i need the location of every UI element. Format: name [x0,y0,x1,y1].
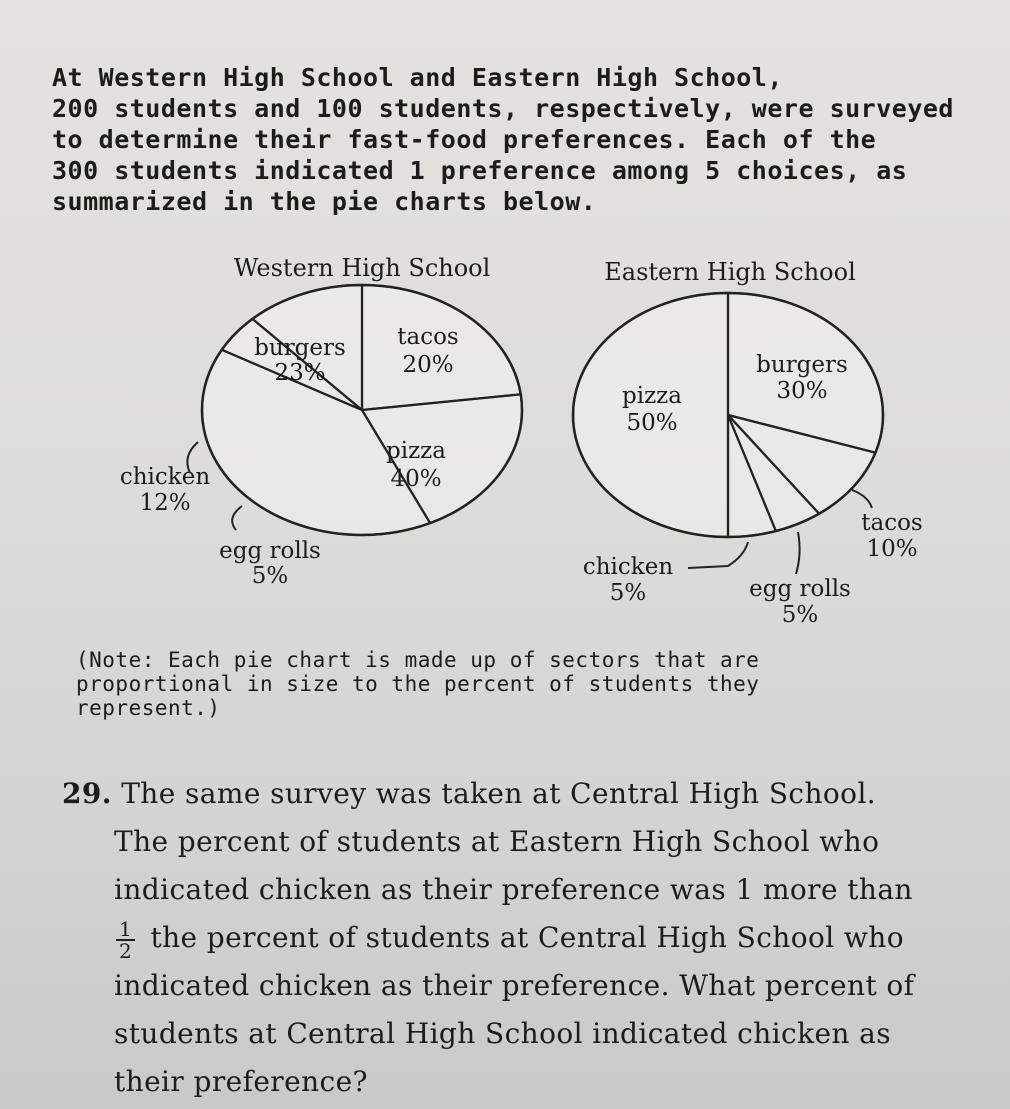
question-29 [62,770,962,1106]
intro-line: summarized in the pie charts below. [52,187,597,216]
intro-line: 200 students and 100 students, respectively, were surveyed [52,94,954,123]
note-paragraph [76,648,956,720]
eastern-egg-rolls-pointer [796,532,800,574]
western-pizza-label: pizza [385,438,447,464]
question-line: indicated chicken as their preference was 1 more than [114,873,913,906]
question-line: the percent of students at Central High School who [150,921,904,954]
western-chicken-value: 12% [139,490,191,516]
intro-line: to determine their fast-food preferences. Each of the [52,125,877,154]
fraction-numerator: 1 [116,919,135,941]
eastern-tacos-label: tacos [861,510,923,536]
western-chart-title: Western High School [233,254,491,282]
eastern-chicken-pointer [688,542,748,568]
western-tacos-label: tacos [397,324,459,350]
question-line: The same survey was taken at Central High School. [121,777,877,810]
question-line: students at Central High School indicated chicken as [114,1017,892,1050]
eastern-tacos-pointer [852,490,872,508]
question-line: indicated chicken as their preference. What percent of [114,969,915,1002]
eastern-egg-rolls-value: 5% [781,602,819,628]
question-line: their preference? [114,1065,368,1098]
eastern-chicken-label: chicken [582,554,674,580]
western-burgers-label: burgers [254,335,346,361]
eastern-burgers-label: burgers [756,352,848,378]
note-line: proportional in size to the percent of students they [76,672,760,696]
question-number: 29. [62,777,112,810]
eastern-pizza-label: pizza [621,383,683,409]
one-half-fraction [116,916,135,963]
intro-line: 300 students indicated 1 preference among 5 choices, as [52,156,908,185]
western-tacos-value: 20% [402,352,454,378]
eastern-pizza-value: 50% [626,410,678,436]
intro-line: At Western High School and Eastern High School, [52,63,783,92]
question-line: The percent of students at Eastern High School who [114,825,880,858]
intro-paragraph [52,62,1002,217]
eastern-chicken-value: 5% [609,580,647,606]
note-line: (Note: Each pie chart is made up of sectors that are [76,648,760,672]
western-burgers-value: 23% [274,360,326,386]
note-line: represent.) [76,696,221,720]
western-egg-rolls-pointer [232,506,242,530]
eastern-chart-title: Eastern High School [604,258,856,286]
western-chicken-label: chicken [119,464,211,490]
western-egg-rolls-label: egg rolls [219,538,321,564]
fraction-denominator: 2 [119,938,133,963]
eastern-burgers-value: 30% [776,378,828,404]
eastern-pie [573,293,883,537]
eastern-tacos-value: 10% [866,536,918,562]
western-pizza-value: 40% [390,466,442,492]
pie-charts [0,240,1010,640]
western-pie [202,285,522,535]
eastern-egg-rolls-label: egg rolls [749,576,851,602]
western-egg-rolls-value: 5% [251,563,289,589]
